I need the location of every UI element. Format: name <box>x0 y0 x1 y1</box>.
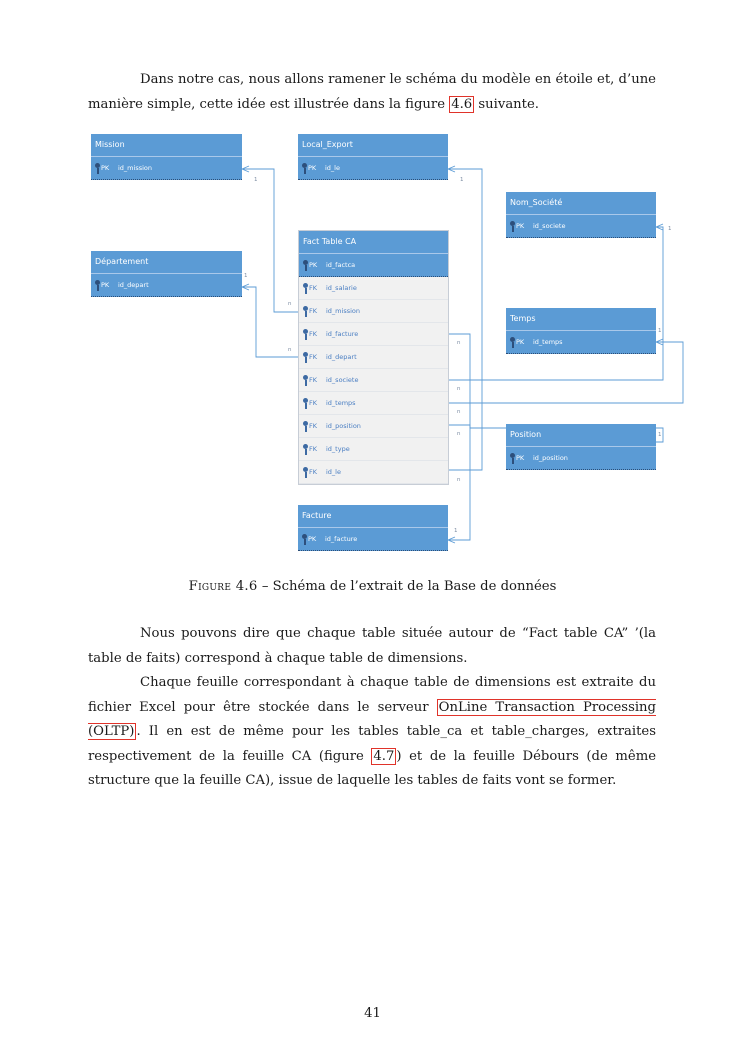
body-paragraph: Nous pouvons dire que chaque table située autour de “Fact table CA” ’(la table de faits) correspond à chaque table de dimensions. <box>88 626 656 666</box>
key-icon <box>303 306 308 316</box>
figure-ref-link[interactable]: 4.6 <box>451 96 473 112</box>
key-icon <box>510 337 515 347</box>
table-position <box>506 424 656 470</box>
key-icon <box>303 467 308 477</box>
svg-text:1: 1 <box>454 528 458 534</box>
table-row: FK id_facture <box>299 323 448 346</box>
body-paragraph: Chaque feuille correspondant à chaque table de dimensions est extraite du fichier Excel pour être stockée dans le serveur OnLine Transaction Processing (OLTP) . Il en est de même pour les tables table_ca et table_charges, extraites respectivement de la feuille CA (figure 4.7 ) et de la feuille Débours (de même structure que la feuille CA), issue de laquelle les tables de faits vont se former. <box>88 675 657 788</box>
table-title: Nom_Société <box>506 192 656 215</box>
table-title: Position <box>506 424 656 447</box>
table-row: PK id_facture <box>298 528 448 551</box>
key-icon <box>302 163 307 173</box>
table-title: Département <box>91 251 242 274</box>
table-row: FK id_societe <box>299 369 448 392</box>
page-number: 41 <box>364 1006 381 1021</box>
table-nom-societe <box>506 192 656 238</box>
table-row: PK id_depart <box>91 274 242 297</box>
svg-text:n: n <box>288 347 292 353</box>
key-icon <box>302 534 307 544</box>
key-icon <box>303 260 308 270</box>
svg-text:n: n <box>457 409 461 415</box>
key-icon <box>95 280 100 290</box>
table-row: FK id_type <box>299 438 448 461</box>
table-departement <box>91 251 242 297</box>
intro-paragraph: Dans notre cas, nous allons ramener le schéma du modèle en étoile et, d’une manière simple, cette idée est illustrée dans la figure 4.6 suivante. <box>88 72 656 112</box>
table-row: PK id_factca <box>299 254 448 277</box>
svg-text:1: 1 <box>460 177 464 183</box>
figure-ref-link[interactable]: 4.7 <box>373 748 395 764</box>
svg-text:n: n <box>457 431 461 437</box>
oltp-glossary-link[interactable]: OnLine Transaction Processing (OLTP) <box>88 699 656 739</box>
table-row: FK id_depart <box>299 346 448 369</box>
table-row: FK id_salarie <box>299 277 448 300</box>
svg-text:1: 1 <box>658 328 662 334</box>
table-row: PK id_position <box>506 447 656 470</box>
svg-text:n: n <box>288 301 292 307</box>
table-row: FK id_temps <box>299 392 448 415</box>
table-facture <box>298 505 448 551</box>
key-icon <box>303 329 308 339</box>
key-icon <box>303 283 308 293</box>
key-icon <box>303 398 308 408</box>
table-temps <box>506 308 656 354</box>
svg-text:n: n <box>457 477 461 483</box>
svg-text:n: n <box>457 386 461 392</box>
svg-text:1: 1 <box>658 432 662 438</box>
table-row: FK id_mission <box>299 300 448 323</box>
key-icon <box>303 444 308 454</box>
key-icon <box>510 221 515 231</box>
key-icon <box>303 421 308 431</box>
key-icon <box>303 352 308 362</box>
table-mission <box>91 134 242 180</box>
table-row: PK id_temps <box>506 331 656 354</box>
table-row: PK id_le <box>298 157 448 180</box>
table-local-export <box>298 134 448 180</box>
table-title: Fact Table CA <box>299 231 448 254</box>
svg-text:n: n <box>457 340 461 346</box>
svg-text:1: 1 <box>244 273 248 279</box>
table-title: Temps <box>506 308 656 331</box>
table-title: Mission <box>91 134 242 157</box>
table-row: PK id_societe <box>506 215 656 238</box>
key-icon <box>303 375 308 385</box>
table-row: FK id_position <box>299 415 448 438</box>
fact-table-ca <box>298 230 449 485</box>
table-row: FK id_le <box>299 461 448 484</box>
key-icon <box>510 453 515 463</box>
table-row: PK id_mission <box>91 157 242 180</box>
svg-text:1: 1 <box>254 177 258 183</box>
table-title: Facture <box>298 505 448 528</box>
figure-caption: Figure 4.6 – Schéma de l’extrait de la Base de données <box>188 579 557 594</box>
svg-text:1: 1 <box>668 226 672 232</box>
table-title: Local_Export <box>298 134 448 157</box>
key-icon <box>95 163 100 173</box>
